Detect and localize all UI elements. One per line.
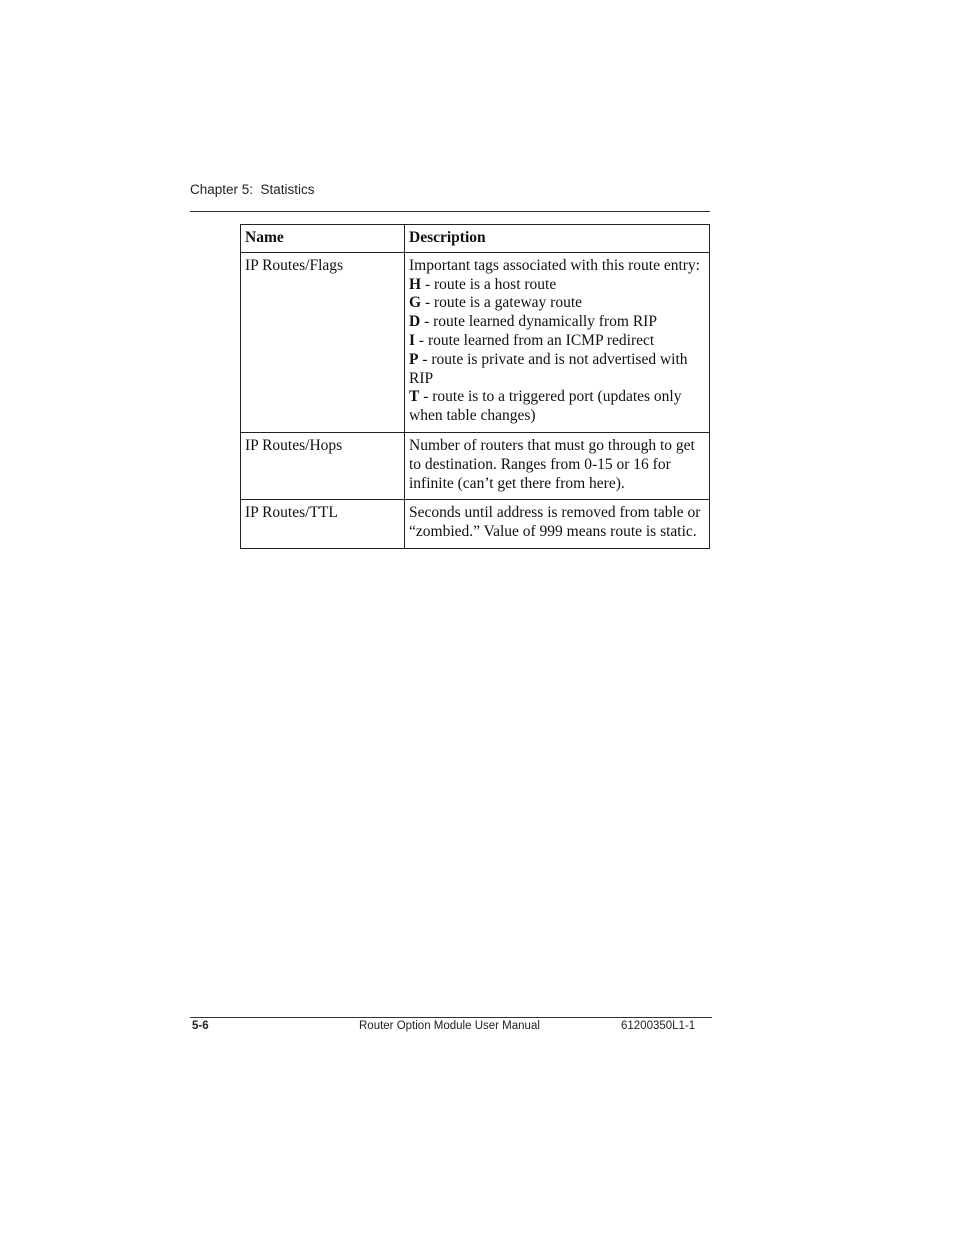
table-row xyxy=(241,500,710,549)
flag-text: - route learned dynamically from RIP xyxy=(420,313,657,331)
flag-key: I xyxy=(409,331,416,349)
page-number: 5-6 xyxy=(192,1020,209,1032)
flag-text: - route is a host route xyxy=(421,275,557,293)
row-description: Number of routers that must go through to get to destination. Ranges from 0-15 or 16 for infinite (can’t get there from here). xyxy=(405,432,710,499)
row-name: IP Routes/Hops xyxy=(241,432,405,499)
flag-item-g xyxy=(409,294,705,313)
flag-key: T xyxy=(409,388,420,406)
footer-rule xyxy=(190,1017,712,1018)
row-description: Seconds until address is removed from table or “zombied.” Value of 999 means route is static. xyxy=(405,500,710,549)
statistics-table xyxy=(240,224,710,549)
flag-item-h xyxy=(409,276,705,295)
table-row xyxy=(241,252,710,432)
flag-key: D xyxy=(409,313,421,331)
flag-text: - route is to a triggered port (updates only when table changes) xyxy=(409,388,682,425)
flag-item-t xyxy=(409,388,705,426)
manual-title: Router Option Module User Manual xyxy=(359,1020,540,1032)
flag-key: P xyxy=(409,350,419,368)
column-header-description: Description xyxy=(405,225,710,253)
flag-key: G xyxy=(409,294,422,312)
table-row xyxy=(241,432,710,499)
row-name: IP Routes/Flags xyxy=(241,252,405,432)
flags-intro: Important tags associated with this route entry: xyxy=(409,256,700,274)
table-header-row xyxy=(241,225,710,253)
flag-key: H xyxy=(409,275,422,293)
flag-text: - route learned from an ICMP redirect xyxy=(415,331,655,349)
column-header-name: Name xyxy=(241,225,405,253)
document-number: 61200350L1-1 xyxy=(621,1020,696,1032)
row-name: IP Routes/TTL xyxy=(241,500,405,549)
row-description xyxy=(405,252,710,432)
running-header: Chapter 5: Statistics xyxy=(190,182,315,197)
flag-item-p xyxy=(409,351,705,389)
header-rule xyxy=(190,211,710,212)
flag-text: - route is private and is not advertised with RIP xyxy=(409,350,688,387)
flag-item-i xyxy=(409,332,705,351)
flag-item-d xyxy=(409,313,705,332)
flag-text: - route is a gateway route xyxy=(421,294,583,312)
